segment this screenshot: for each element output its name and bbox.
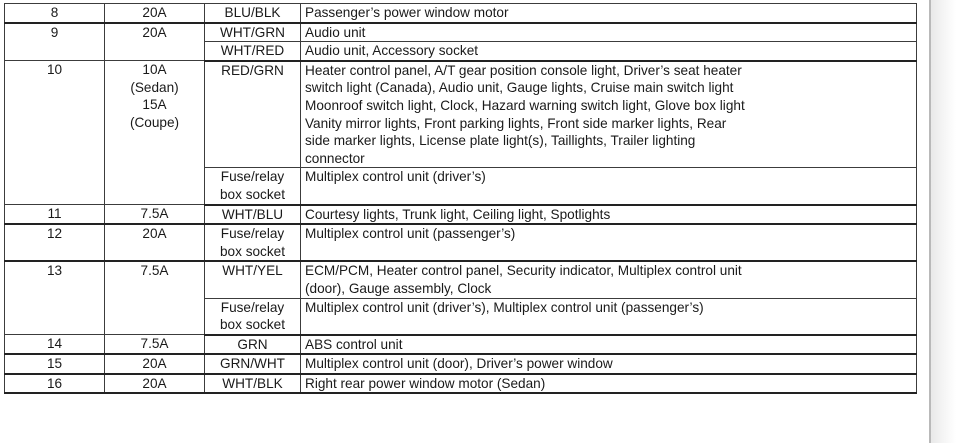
wire-color-line: Fuse/relay: [220, 169, 285, 185]
table-row: [5, 23, 917, 42]
wire-color-cell: [205, 23, 301, 42]
fuse-number-cell: 12: [5, 224, 105, 261]
protected-circuit-cell: [301, 61, 917, 168]
fuse-number-cell: 16: [5, 374, 105, 394]
circuit-line: side marker lights, License plate light(s), Taillights, Trailer lighting: [305, 133, 696, 149]
circuit-line: ECM/PCM, Heater control panel, Security indicator, Multiplex control unit: [305, 263, 742, 279]
wire-color-line: GRN: [237, 336, 268, 352]
fuse-number-cell: 8: [5, 4, 105, 23]
amperage-line: 7.5A: [140, 336, 169, 352]
amperage-line: 7.5A: [140, 206, 169, 222]
circuit-line: (door), Gauge assembly, Clock: [305, 280, 492, 296]
wire-color-line: box socket: [220, 317, 285, 333]
table-row: [5, 61, 917, 168]
wire-color-line: RED/GRN: [221, 62, 284, 78]
protected-circuit-cell: Multiplex control unit (driver’s): [301, 168, 917, 205]
fuse-amperage-cell: [105, 224, 205, 261]
table-row: [5, 4, 917, 23]
fuse-number-cell: 15: [5, 354, 105, 374]
fuse-amperage-cell: [105, 205, 205, 225]
amperage-line: 15A: [142, 97, 167, 113]
wire-color-line: box socket: [220, 186, 285, 202]
wire-color-line: Fuse/relay: [220, 226, 285, 242]
amperage-line: 10A: [142, 62, 167, 78]
wire-color-cell: [205, 298, 301, 335]
amperage-line: 20A: [142, 5, 167, 20]
protected-circuit-cell: ABS control unit: [301, 335, 917, 355]
amperage-line: (Coupe): [129, 115, 180, 131]
protected-circuit-cell: Audio unit, Accessory socket: [301, 42, 917, 61]
table-row: [5, 335, 917, 355]
protected-circuit-cell: Right rear power window motor (Sedan): [301, 374, 917, 394]
wire-color-cell: [205, 374, 301, 394]
wire-color-line: WHT/BLK: [222, 375, 283, 391]
circuit-line: Vanity mirror lights, Front parking lights, Front side marker lights, Rear: [305, 115, 727, 131]
wire-color-cell: [205, 354, 301, 374]
circuit-line: connector: [305, 150, 365, 166]
wire-color-line: box socket: [220, 243, 285, 259]
amperage-line: 7.5A: [140, 263, 169, 279]
wire-color-line: WHT/GRN: [220, 24, 285, 40]
amperage-line: 20A: [142, 375, 167, 391]
wire-color-cell: [205, 261, 301, 298]
protected-circuit-cell: Multiplex control unit (door), Driver’s power window: [301, 354, 917, 374]
circuit-line: Heater control panel, A/T gear position console light, Driver’s seat heater: [305, 62, 742, 78]
wire-color-cell: [205, 168, 301, 205]
wire-color-cell: [205, 335, 301, 355]
amperage-line: 20A: [142, 226, 167, 242]
fuse-amperage-cell: [105, 23, 205, 61]
protected-circuit-cell: Multiplex control unit (passenger’s): [301, 224, 917, 261]
page-edge-shade: [931, 0, 956, 443]
amperage-line: (Sedan): [130, 79, 179, 95]
table-row: [5, 374, 917, 394]
wire-color-line: Fuse/relay: [220, 299, 285, 315]
wire-color-line: WHT/BLU: [221, 206, 284, 222]
fuse-amperage-cell: [105, 374, 205, 394]
wire-color-cell: [205, 205, 301, 225]
table-row: [5, 205, 917, 225]
protected-circuit-cell: Multiplex control unit (driver’s), Multiplex control unit (passenger’s): [301, 298, 917, 335]
wire-color-cell: [205, 224, 301, 261]
wire-color-line: GRN/WHT: [220, 356, 285, 372]
wire-color-line: BLU/BLK: [224, 5, 281, 20]
amperage-line: 20A: [142, 356, 167, 372]
wire-color-cell: [205, 4, 301, 23]
wire-color-line: WHT/YEL: [222, 263, 283, 279]
protected-circuit-cell: Courtesy lights, Trunk light, Ceiling light, Spotlights: [301, 205, 917, 225]
wire-color-cell: [205, 42, 301, 61]
wire-color-cell: [205, 61, 301, 168]
fuse-amperage-cell: [105, 261, 205, 334]
protected-circuit-cell: Passenger’s power window motor: [301, 4, 917, 23]
fuse-number-cell: 14: [5, 335, 105, 355]
fuse-number-cell: 11: [5, 205, 105, 225]
table-row: [5, 261, 917, 298]
fuse-number-cell: 10: [5, 61, 105, 205]
fuse-circuit-table: [4, 3, 917, 394]
protected-circuit-cell: [301, 261, 917, 298]
circuit-line: switch light (Canada), Audio unit, Gauge lights, Cruise main switch light: [305, 80, 734, 96]
protected-circuit-cell: Audio unit: [301, 23, 917, 42]
table-row: [5, 354, 917, 374]
table-row: [5, 224, 917, 261]
fuse-number-cell: 13: [5, 261, 105, 334]
fuse-table-body: [5, 4, 917, 394]
fuse-amperage-cell: [105, 4, 205, 23]
fuse-amperage-cell: [105, 61, 205, 205]
fuse-number-cell: 9: [5, 23, 105, 61]
fuse-amperage-cell: [105, 354, 205, 374]
amperage-line: 20A: [142, 24, 167, 40]
fuse-amperage-cell: [105, 335, 205, 355]
wire-color-line: WHT/RED: [220, 43, 285, 59]
circuit-line: Moonroof switch light, Clock, Hazard warning switch light, Glove box light: [305, 97, 745, 113]
